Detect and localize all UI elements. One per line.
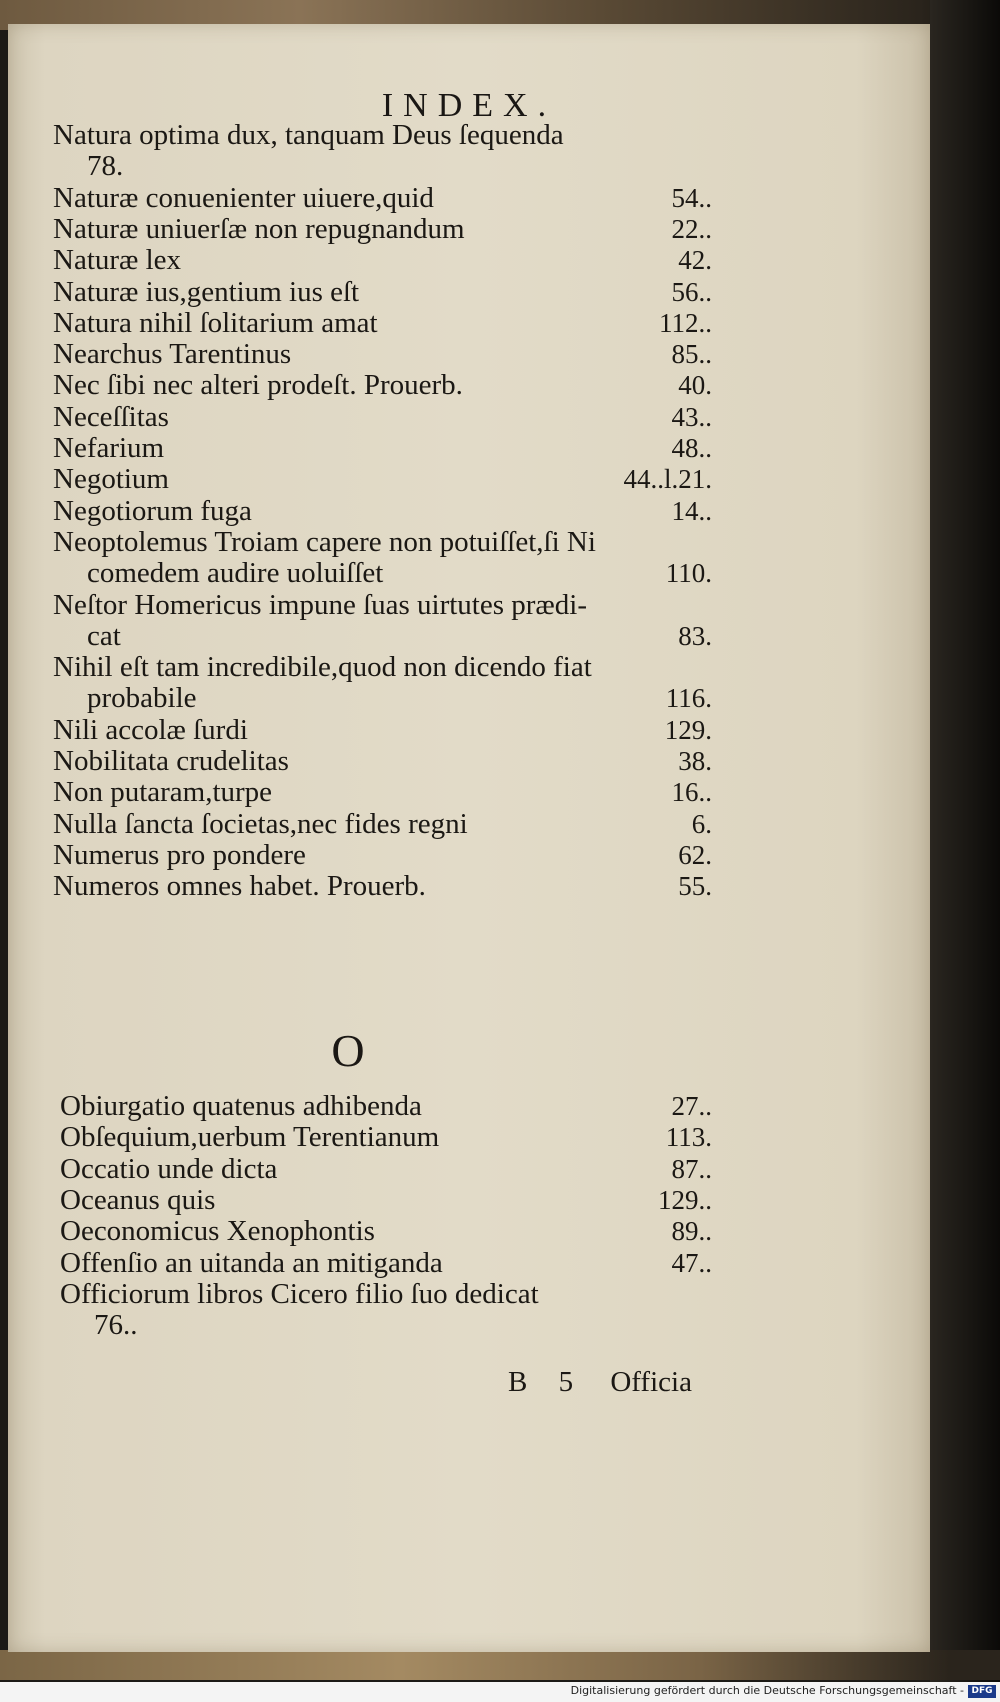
index-entry-page: 27.. <box>671 1091 712 1121</box>
index-entries <box>8 24 930 1424</box>
index-entry-text: Numeros omnes habet. Prouerb. <box>53 870 426 903</box>
index-entry-text: Nefarium <box>53 432 165 464</box>
signature-number: 5 <box>558 1366 574 1398</box>
index-entry-text: Nulla ſancta ſocietas,nec fides regni <box>53 807 468 840</box>
index-entry-text: Nihil eſt tam incredibile,quod non dicendo fiat <box>53 651 592 684</box>
index-entry-text: Oeconomicus Xenophontis <box>60 1215 375 1248</box>
index-entry-page: 14.. <box>671 495 712 526</box>
index-entry-page: 116. <box>665 683 712 714</box>
index-entry-text: Neceſſitas <box>53 400 169 433</box>
index-entry-text: Obſequium,uerbum Terentianum <box>60 1121 440 1154</box>
index-entry-page: 6. <box>691 808 712 839</box>
index-entry-page: 110. <box>665 558 712 589</box>
index-entry-page: 40. <box>678 370 712 401</box>
index-entry-text: Numerus pro pondere <box>53 838 306 871</box>
index-entry-page: 85.. <box>671 339 712 370</box>
index-entry-text: Nec ſibi nec alteri prodeſt. Prouerb. <box>53 369 463 402</box>
index-entry-text: Natura nihil ſolitarium amat <box>53 306 378 339</box>
index-entry-text: Naturæ uniuerſæ non repugnandum <box>53 212 465 245</box>
index-entry-page: 42. <box>678 245 712 276</box>
index-entry-text: Non putaram,turpe <box>53 776 273 809</box>
index-entry-page: 48.. <box>671 433 712 463</box>
index-entry-text: 78. <box>87 150 124 183</box>
dfg-logo: DFG <box>968 1685 996 1698</box>
index-entry-page: 129. <box>664 714 712 745</box>
index-entry-page: 83. <box>678 620 712 651</box>
index-entry-text: Occatio unde dicta <box>60 1152 278 1185</box>
index-entry-page: 56.. <box>671 276 712 307</box>
index-entry-text: Neſtor Homericus impune ſuas uirtutes prædi- <box>53 588 587 621</box>
index-entry-text: 76.. <box>94 1309 138 1342</box>
index-entry-text: Neoptolemus Troiam capere non potuiſſet,ſi Ni <box>53 525 596 558</box>
index-entry-text: Nobilitata crudelitas <box>53 745 289 777</box>
page-footer <box>508 1366 692 1399</box>
index-entry-text: Natura optima dux, tanquam Deus ſequenda <box>53 119 564 151</box>
index-entry-text: Nearchus Tarentinus <box>53 338 292 371</box>
index-entry-text: Obiurgatio quatenus adhibenda <box>60 1090 422 1122</box>
index-entry-text: Naturæ ius,gentium ius eſt <box>53 275 360 308</box>
index-entry-page: 112.. <box>659 307 712 338</box>
index-entry-text: Negotiorum fuga <box>53 494 252 527</box>
funding-caption: Digitalisierung gefördert durch die Deutsche Forschungsgemeinschaft - <box>570 1684 964 1697</box>
index-entry-text: cat <box>87 619 121 652</box>
index-entry-text: Oceanus quis <box>60 1183 216 1216</box>
index-entry-text: Negotium <box>53 463 169 496</box>
index-entry-text: Offenſio an uitanda an mitiganda <box>60 1246 443 1279</box>
index-entry-page: 22.. <box>671 213 712 244</box>
index-entry-page: 16.. <box>671 777 712 808</box>
index-entry-text: Naturæ conuenienter uiuere,quid <box>53 181 434 214</box>
index-entry-page: 44..l.21. <box>623 464 712 495</box>
index-entry-page: 113. <box>665 1122 712 1153</box>
index-entry-text: comedem audire uoluiſſet <box>87 557 384 590</box>
book-page <box>8 24 930 1652</box>
scan-background <box>930 0 1000 1702</box>
index-entry-page: 87.. <box>671 1153 712 1184</box>
index-entry-text: Officiorum libros Cicero filio ſuo dedicat <box>60 1277 539 1310</box>
index-entry-page: 54.. <box>671 182 712 213</box>
page-header: INDEX. <box>381 87 557 124</box>
section-letter: O <box>331 1025 365 1076</box>
index-entry-text: Naturæ lex <box>53 244 182 277</box>
index-entry-page: 38. <box>678 746 712 776</box>
book-bottom-edge <box>0 1650 1000 1680</box>
index-entry-text: probabile <box>87 682 197 715</box>
signature-mark: B <box>508 1366 528 1398</box>
index-entry-page: 62. <box>678 839 712 870</box>
index-entry-page: 43.. <box>671 401 712 432</box>
index-entry-page: 129.. <box>658 1184 712 1215</box>
index-entry-page: 89.. <box>671 1216 712 1247</box>
index-entry-page: 55. <box>678 871 712 902</box>
index-entry-page: 47.. <box>671 1247 712 1278</box>
index-entry-text: Nili accolæ ſurdi <box>53 713 248 746</box>
catchword: Officia <box>610 1366 692 1398</box>
